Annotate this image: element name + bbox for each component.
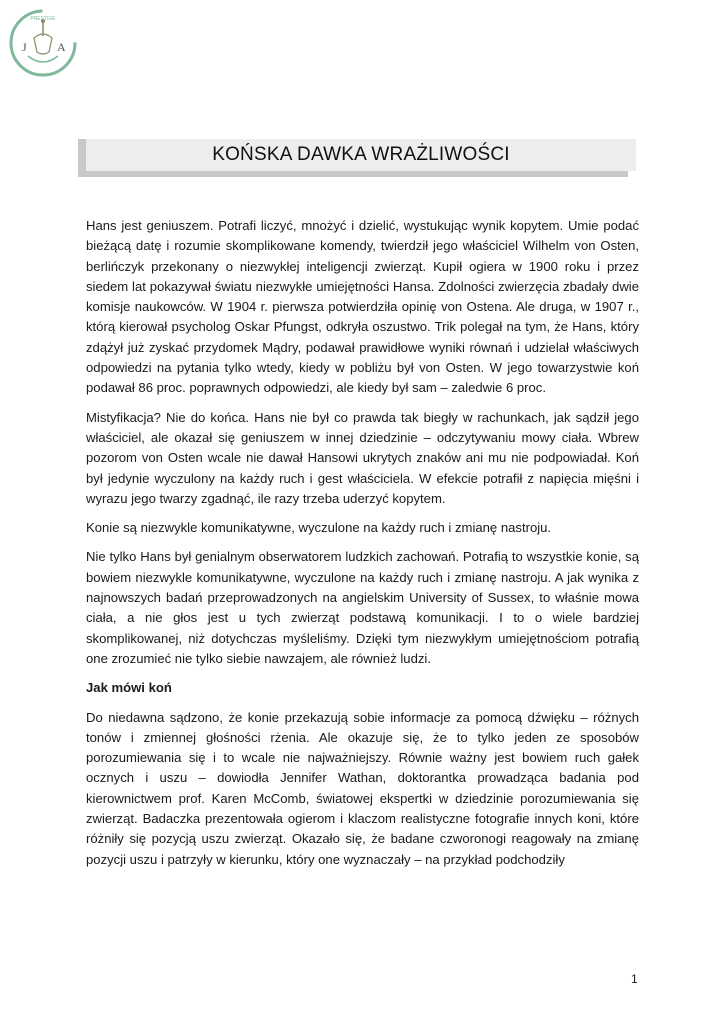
logo-letter-right: A <box>57 40 66 54</box>
logo-emblem-icon <box>8 8 78 78</box>
section-heading: Jak mówi koń <box>86 680 172 696</box>
paragraph-5: Do niedawna sądzono, że konie przekazują sobie informacje za pomocą dźwięku – różnych tonów i zmiennej głośności rżenia. Ale okazuje się, że to tylko jeden ze sposobów porozumiewania się i to wcale nie najważniejszy. Równie ważny jest bowiem ruch gałek ocznych i uszu – dowiodła Jennifer Wathan, doktorantka prowadząca badania pod kierownictwem prof. Karen McComb, światowej ekspertki w dziedzinie porozumiewania się zwierząt. Badaczka prezentowała ogierom i klaczom realistyczne fotografie innych koni, które różniły się pozycją uszu zwierząt. Okazało się, że badane czworonogi reagowały na zmianę pozycji uszu i patrzyły w kierunku, który one wyznaczały – na przykład podchodziły <box>86 709 639 867</box>
paragraph-4: Nie tylko Hans był genialnym obserwatorem ludzkich zachowań. Potrafią to wszystkie konie, są bowiem niezwykle komunikatywne, wyczulone na każdy ruch i zmianę nastroju. A jak wynika z najnowszych badań przeprowadzonych na angielskim University of Sussex, to właśnie mowa ciała, a nie głos jest u tych zwierząt podstawą komunikacji. I to o wiele bardziej skomplikowanej, niż dotychczas myśleliśmy. Dzięki tym niezwykłym umiejętnościom potrafią one zrozumieć nie tylko siebie nawzajem, ale również ludzi. <box>86 549 639 666</box>
paragraph-3: Konie są niezwykle komunikatywne, wyczulone na każdy ruch i zmianę nastroju. <box>86 520 552 536</box>
logo-text-top: PRESTIGE <box>30 16 56 22</box>
logo-letter-left: J <box>22 40 27 54</box>
page-title: KOŃSKA DAWKA WRAŻLIWOŚCI <box>86 139 636 171</box>
logo <box>8 8 78 78</box>
paragraph-2: Mistyfikacja? Nie do końca. Hans nie był co prawda tak biegły w rachunkach, jak sądził jego właściciel, ale okazał się geniuszem w innej dziedzinie – odczytywaniu mowy ciała. Wbrew pozorom von Osten wcale nie dawał Hansowi ukrytych znaków ani mu nie podpowiadał. Koń był jedynie wyczulony na każdy ruch i gest właściciela. W efekcie potrafił z napięcia mięśni i wyrazu jego twarzy zgadnąć, ile razy trzeba uderzyć kopytem. <box>86 409 639 506</box>
page-number: 1 <box>631 972 638 986</box>
paragraph-1: Hans jest geniuszem. Potrafi liczyć, mnożyć i dzielić, wystukując wynik kopytem. Umie podać bieżącą datę i rozumie skomplikowane komendy, twierdził jego właściciel Wilhelm von Osten, berlińczyk przekonany o niezwykłej inteligencji zwierząt. Kupił ogiera w 1900 roku i przez siedem lat pokazywał światu niezwykłe umiejętności Hansa. Zdolności zwierzęcia zbadały dwie komisje naukowców. W 1904 r. pierwsza potwierdziła opinię von Ostena. Ale druga, w 1907 r., którą kierował psycholog Oskar Pfungst, odkryła oszustwo. Trik polegał na tym, że Hans, który zdążył już zyskać przydomek Mądry, podawał prawidłowe wyniki równań i udzielał właściwych odpowiedzi na pytania tylko wtedy, kiedy w pobliżu był von Osten. W jego towarzystwie koń podawał 86 proc. poprawnych odpowiedzi, ale kiedy był sam – zaledwie 6 proc. <box>86 218 639 396</box>
article-body <box>86 216 639 879</box>
